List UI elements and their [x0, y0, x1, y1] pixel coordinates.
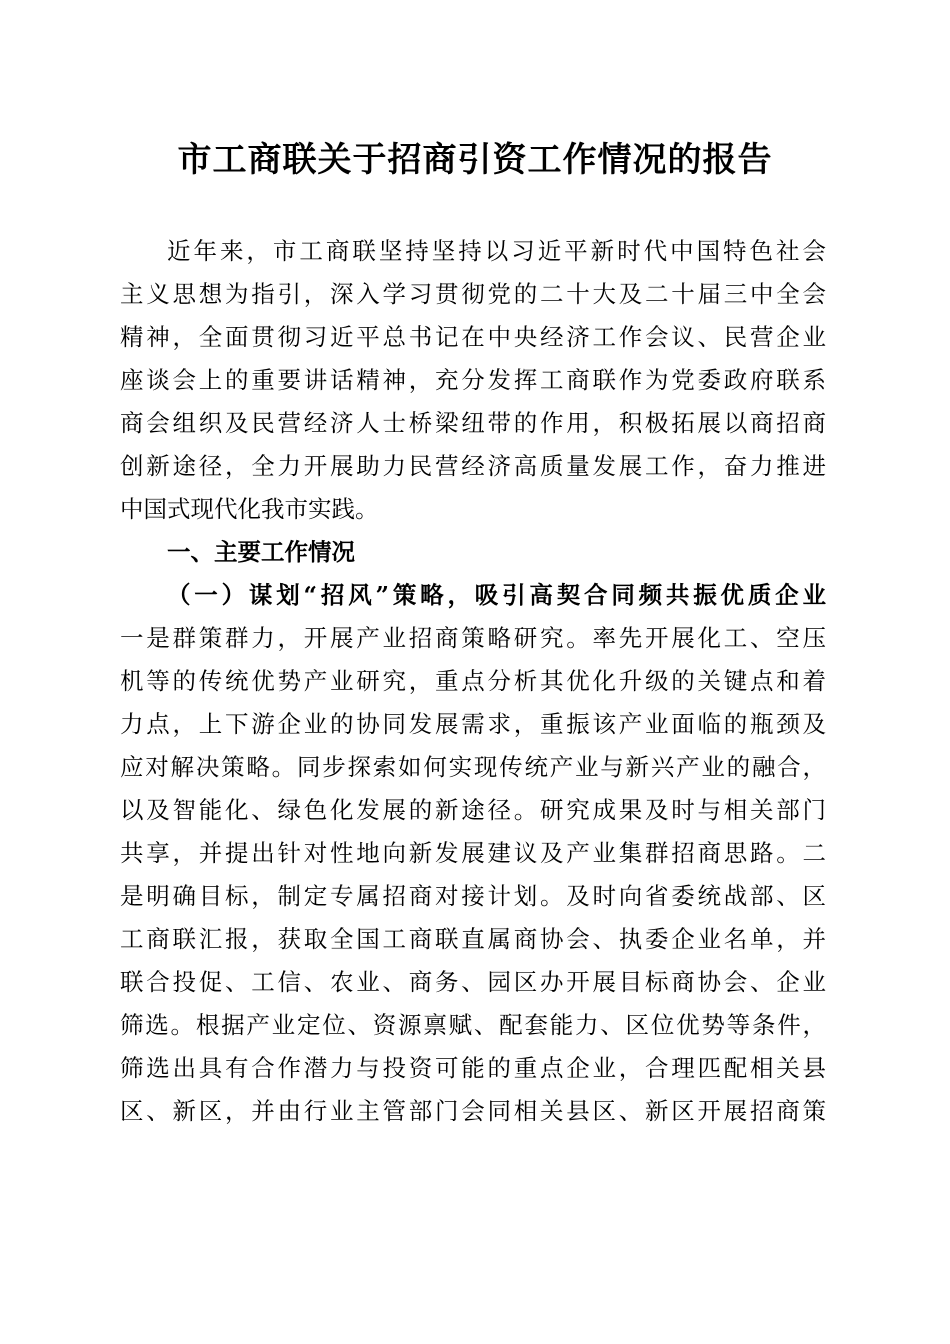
body-line-5: 以及智能化、绿色化发展的新途径。研究成果及时与相关部门	[120, 796, 826, 824]
body-line-1: 一是群策群力，开展产业招商策略研究。率先开展化工、空压	[120, 624, 826, 652]
body-line-7: 是明确目标，制定专属招商对接计划。及时向省委统战部、区	[120, 882, 826, 910]
body-line-10: 筛选。根据产业定位、资源禀赋、配套能力、区位优势等条件，	[120, 1011, 826, 1039]
intro-line-5: 商会组织及民营经济人士桥梁纽带的作用，积极拓展以商招商	[120, 409, 826, 437]
intro-line-3: 精神，全面贯彻习近平总书记在中央经济工作会议、民营企业	[120, 323, 826, 351]
body-line-3: 力点，上下游企业的协同发展需求，重振该产业面临的瓶颈及	[120, 710, 826, 738]
document-title: 市工商联关于招商引资工作情况的报告	[177, 140, 773, 180]
intro-line-7: 中国式现代化我市实践。	[120, 495, 379, 523]
body-line-4: 应对解决策略。同步探索如何实现传统产业与新兴产业的融合，	[120, 753, 826, 781]
body-line-9: 联合投促、工信、农业、商务、园区办开展目标商协会、企业	[120, 968, 826, 996]
subsection-heading: （一）谋划“招风”策略，吸引高契合同频共振优质企业	[167, 581, 826, 609]
body-line-11: 筛选出具有合作潜力与投资可能的重点企业，合理匹配相关县	[120, 1054, 826, 1082]
body-line-6: 共享，并提出针对性地向新发展建议及产业集群招商思路。二	[120, 839, 826, 867]
document-body	[120, 230, 826, 1133]
section-heading: 一、主要工作情况	[167, 538, 355, 566]
body-line-8: 工商联汇报，获取全国工商联直属商协会、执委企业名单，并	[120, 925, 826, 953]
intro-line-4: 座谈会上的重要讲话精神，充分发挥工商联作为党委政府联系	[120, 366, 826, 394]
intro-line-1: 近年来，市工商联坚持坚持以习近平新时代中国特色社会	[167, 237, 826, 265]
intro-line-2: 主义思想为指引，深入学习贯彻党的二十大及二十届三中全会	[120, 280, 826, 308]
body-line-12: 区、新区，并由行业主管部门会同相关县区、新区开展招商策	[120, 1097, 826, 1125]
body-line-2: 机等的传统优势产业研究，重点分析其优化升级的关键点和着	[120, 667, 826, 695]
intro-line-6: 创新途径，全力开展助力民营经济高质量发展工作，奋力推进	[120, 452, 826, 480]
